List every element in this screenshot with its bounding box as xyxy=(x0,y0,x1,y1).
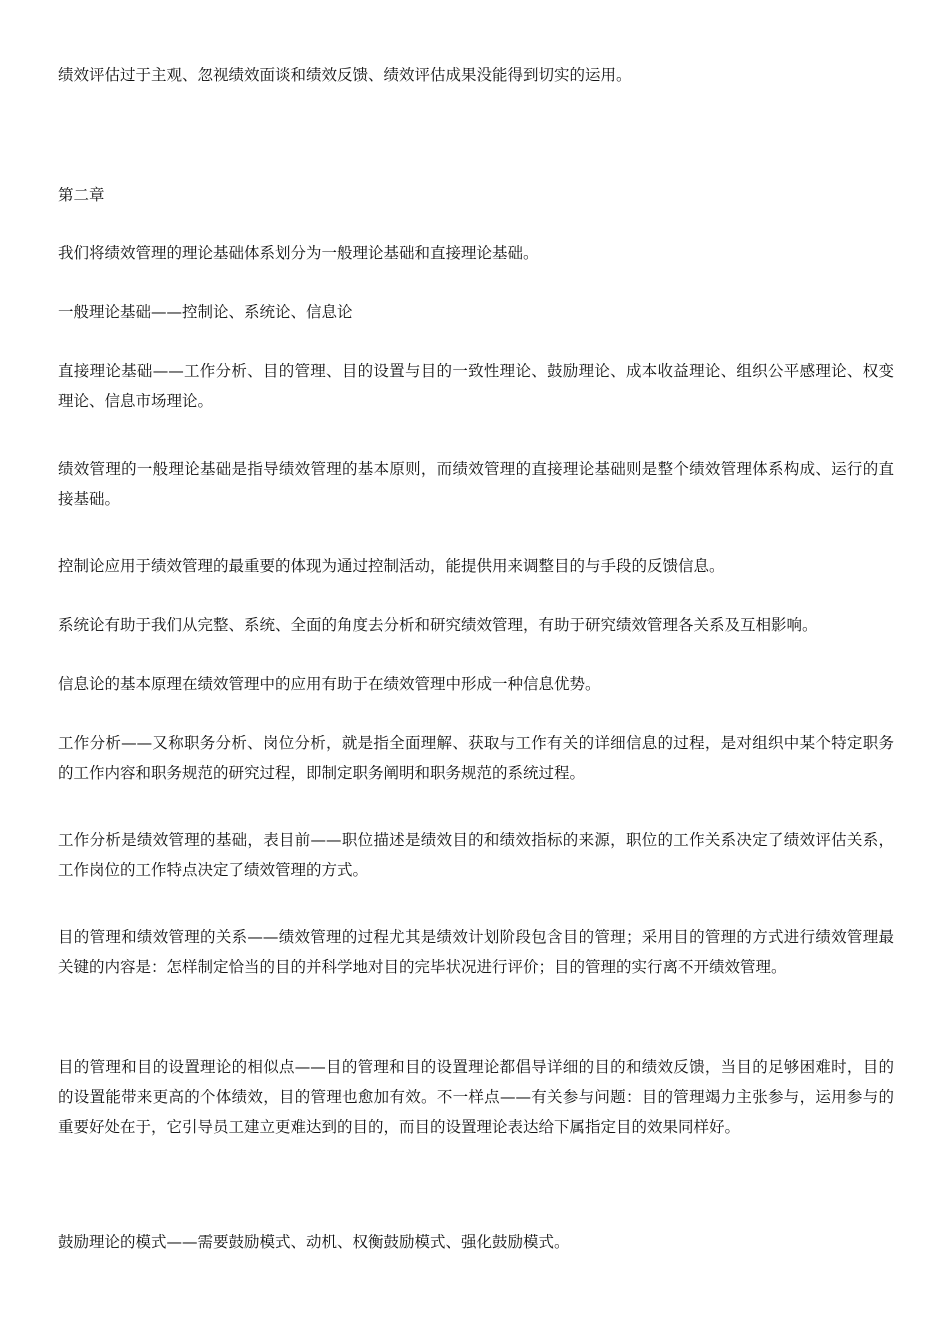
paragraph: 绩效管理的一般理论基础是指导绩效管理的基本原则，而绩效管理的直接理论基础则是整个绩效管理体系构成、运行的直接基础。 xyxy=(58,460,894,508)
paragraph: 信息论的基本原理在绩效管理中的应用有助于在绩效管理中形成一种信息优势。 xyxy=(58,675,601,693)
paragraph: 控制论应用于绩效管理的最重要的体现为通过控制活动，能提供用来调整目的与手段的反馈信息。 xyxy=(58,557,725,575)
paragraph: 直接理论基础——工作分析、目的管理、目的设置与目的一致性理论、鼓励理论、成本收益理论、组织公平感理论、权变理论、信息市场理论。 xyxy=(58,362,894,410)
paragraph: 工作分析——又称职务分析、岗位分析，就是指全面理解、获取与工作有关的详细信息的过程，是对组织中某个特定职务的工作内容和职务规范的研究过程，即制定职务阐明和职务规范的系统过程。 xyxy=(58,734,894,782)
chapter-heading: 第二章 xyxy=(58,186,105,204)
paragraph: 鼓励理论的模式——需要鼓励模式、动机、权衡鼓励模式、强化鼓励模式。 xyxy=(58,1233,570,1251)
paragraph: 绩效评估过于主观、忽视绩效面谈和绩效反馈、绩效评估成果没能得到切实的运用。 xyxy=(58,66,632,84)
paragraph: 我们将绩效管理的理论基础体系划分为一般理论基础和直接理论基础。 xyxy=(58,244,539,262)
paragraph: 系统论有助于我们从完整、系统、全面的角度去分析和研究绩效管理，有助于研究绩效管理各关系及互相影响。 xyxy=(58,616,818,634)
paragraph: 工作分析是绩效管理的基础，表目前——职位描述是绩效目的和绩效指标的来源，职位的工作关系决定了绩效评估关系，工作岗位的工作特点决定了绩效管理的方式。 xyxy=(58,831,894,879)
paragraph: 目的管理和绩效管理的关系——绩效管理的过程尤其是绩效计划阶段包含目的管理；采用目的管理的方式进行绩效管理最关键的内容是：怎样制定恰当的目的并科学地对目的完毕状况进行评价；目的管理的实行离不开绩效管理。 xyxy=(58,928,894,976)
paragraph: 一般理论基础——控制论、系统论、信息论 xyxy=(58,303,353,321)
paragraph: 目的管理和目的设置理论的相似点——目的管理和目的设置理论都倡导详细的目的和绩效反馈，当目的足够困难时，目的的设置能带来更高的个体绩效，目的管理也愈加有效。不一样点——有关参与问题：目的管理竭力主张参与，运用参与的重要好处在于，它引导员工建立更难达到的目的，而目的设置理论表达给下属指定目的效果同样好。 xyxy=(58,1058,894,1136)
